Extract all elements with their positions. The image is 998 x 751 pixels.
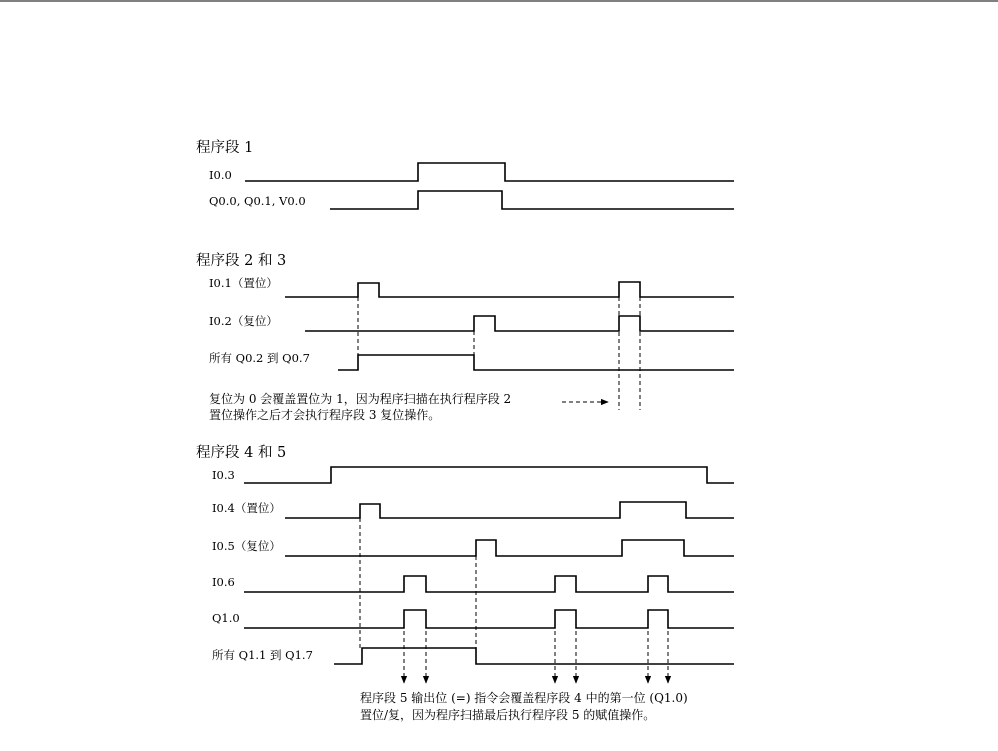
note-text: 置位/复，因为程序扫描最后执行程序段 5 的赋值操作。 (360, 708, 656, 722)
signal-label: I0.4（置位） (212, 501, 281, 515)
waveform-i0-1-set (285, 282, 734, 297)
waveform-q1-1-to-q1-7 (334, 648, 734, 664)
waveform-i0-4-set (285, 502, 734, 518)
section3-title: 程序段 4 和 5 (196, 445, 287, 461)
waveform-i0-5-reset (285, 540, 734, 556)
signal-label: I0.5（复位） (212, 539, 281, 553)
signal-label: I0.0 (209, 168, 232, 182)
note-text: 复位为 0 会覆盖置位为 1，因为程序扫描在执行程序段 2 (209, 392, 512, 406)
waveform-i0-3 (244, 467, 734, 483)
waveform-i0-2-reset (305, 316, 734, 331)
section2-title: 程序段 2 和 3 (196, 253, 287, 269)
note-text: 置位操作之后才会执行程序段 3 复位操作。 (209, 408, 441, 422)
waveform-i0-0 (245, 163, 734, 181)
waveform-q0-0-q0-1-v0-0 (330, 191, 734, 209)
signal-label: 所有 Q0.2 到 Q0.7 (209, 351, 310, 365)
note-text: 程序段 5 输出位 (=) 指令会覆盖程序段 4 中的第一位 (Q1.0) (360, 691, 688, 705)
signal-label: I0.6 (212, 575, 235, 589)
signal-label: I0.2（复位） (209, 314, 278, 328)
signal-label: Q1.0 (212, 611, 240, 625)
section1-title: 程序段 1 (196, 140, 254, 156)
signal-label: Q0.0, Q0.1, V0.0 (209, 194, 306, 208)
signal-label: I0.1（置位） (209, 276, 278, 290)
signal-label: I0.3 (212, 468, 235, 482)
waveform-i0-6 (244, 576, 734, 592)
waveform-q1-0 (244, 610, 734, 628)
waveform-q0-2-to-q0-7 (338, 355, 734, 370)
signal-label: 所有 Q1.1 到 Q1.7 (212, 648, 313, 662)
